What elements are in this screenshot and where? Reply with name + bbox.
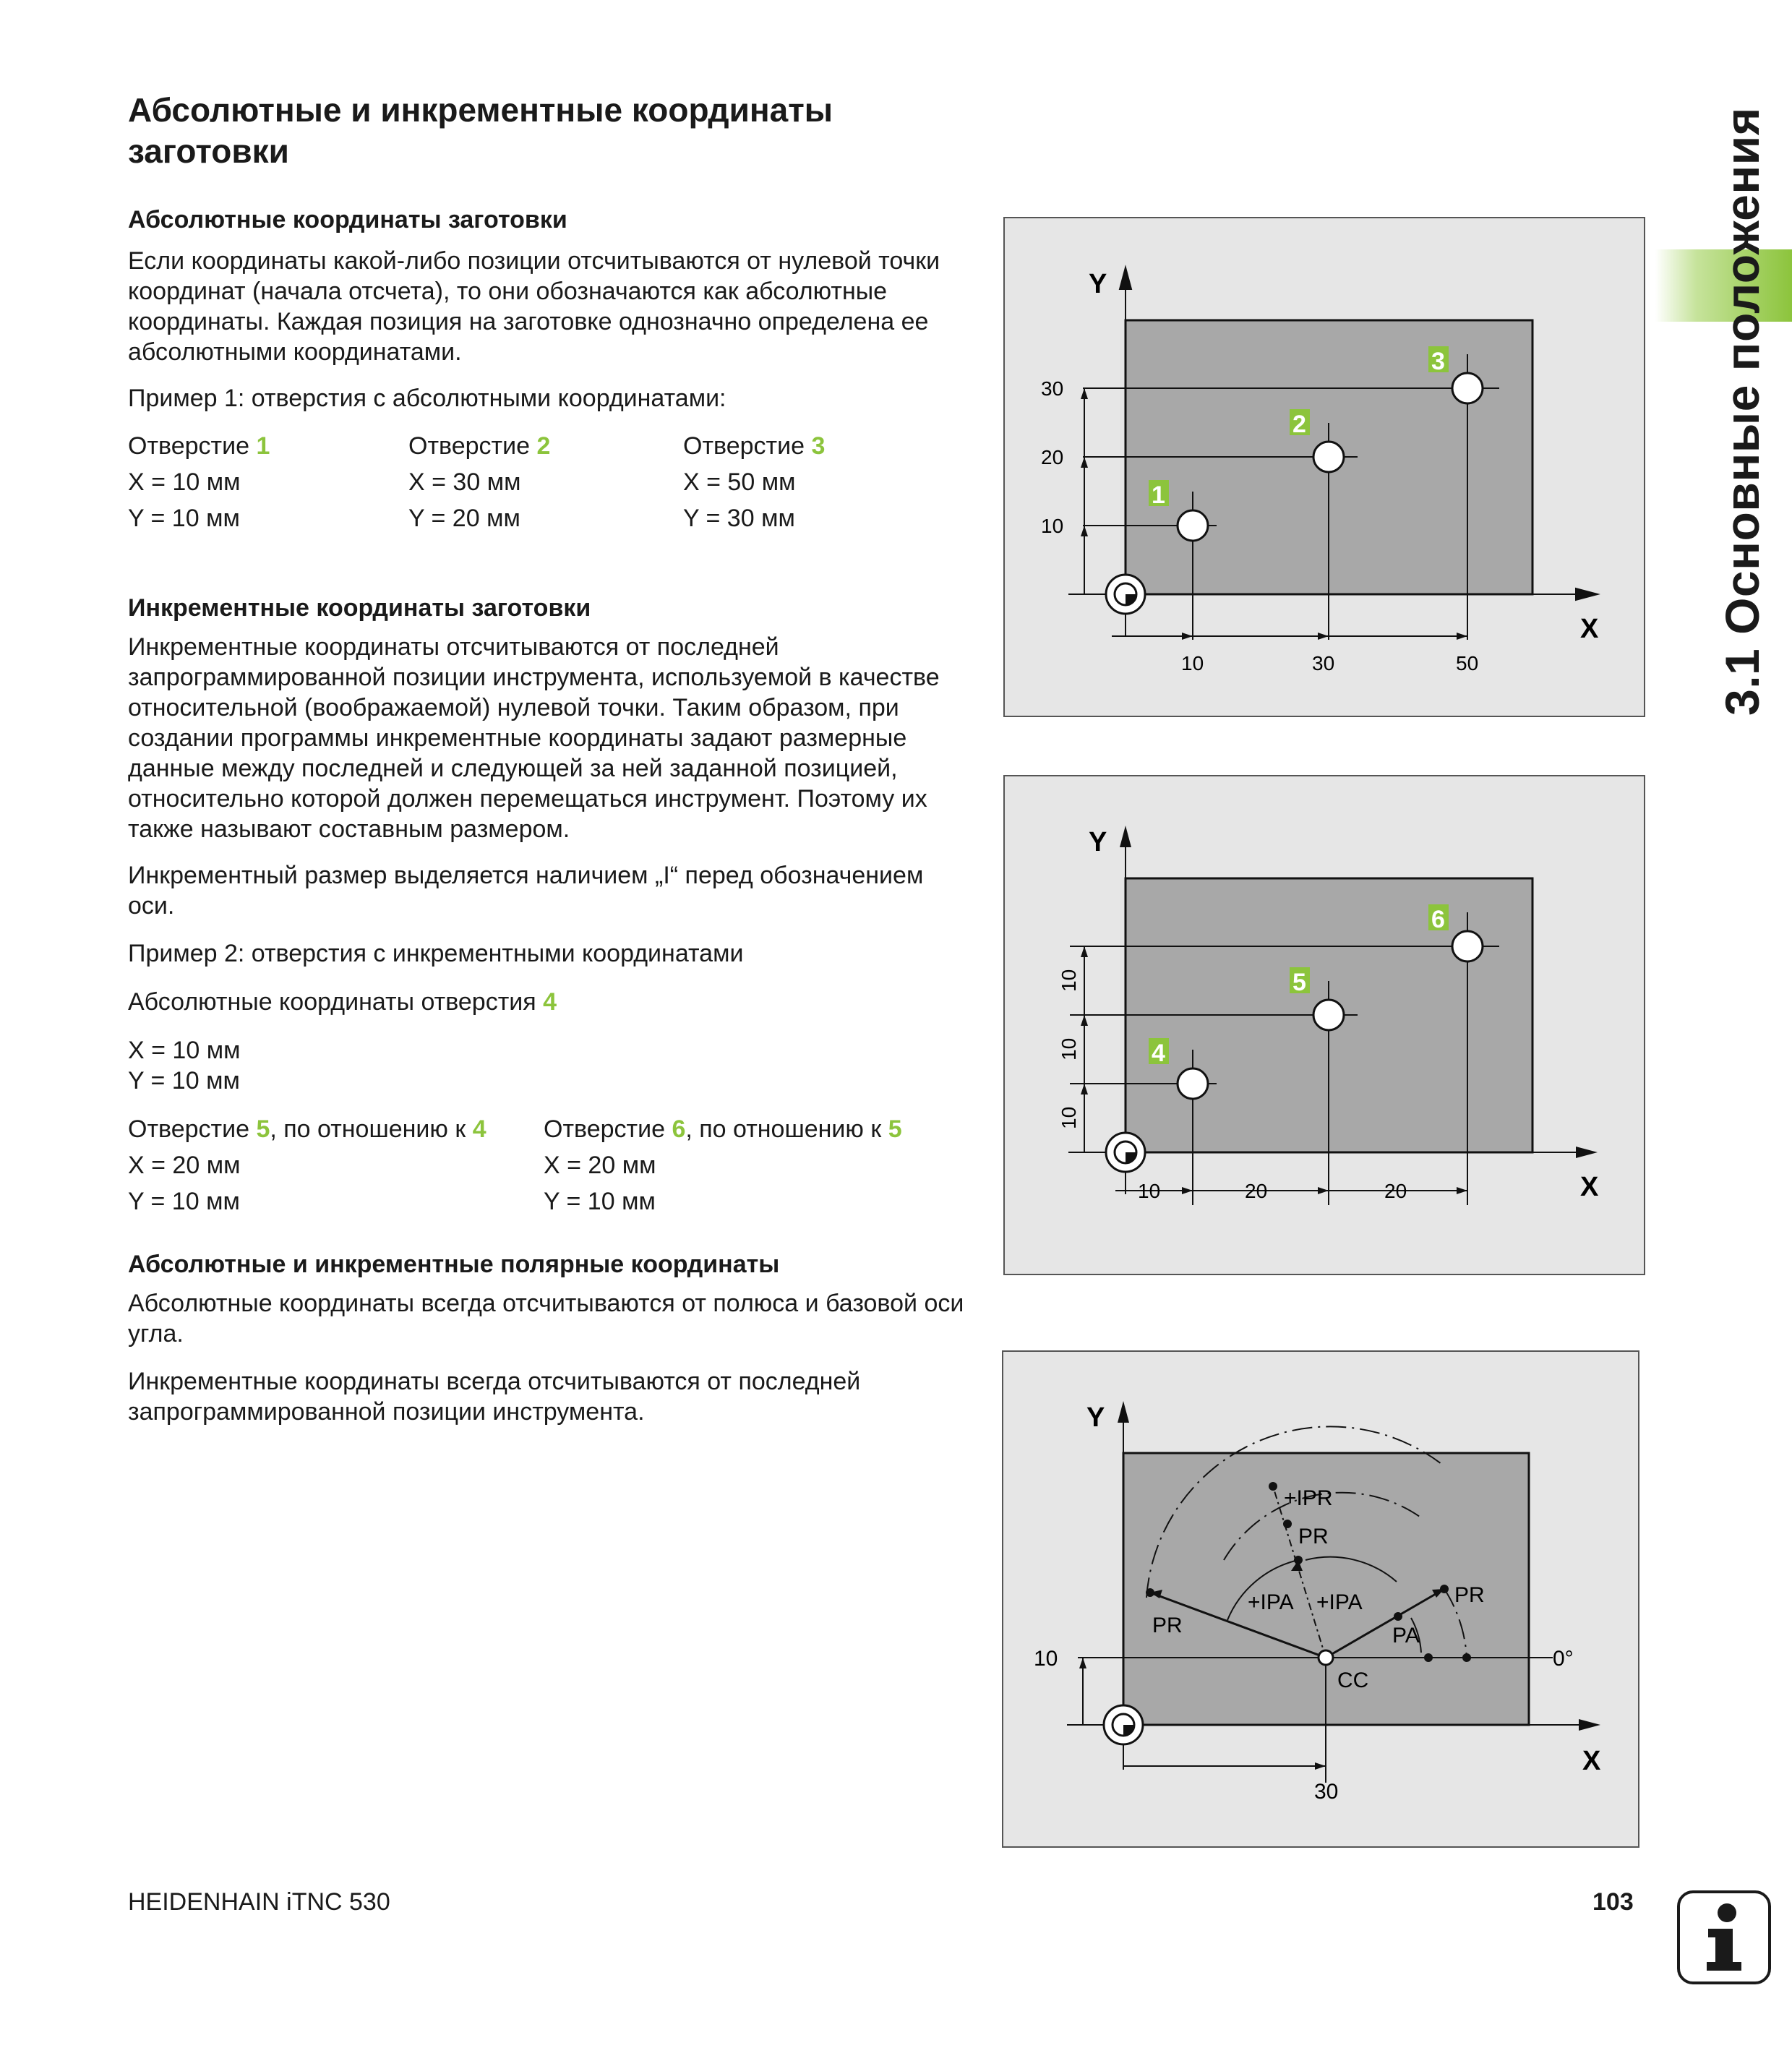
x-tick-50: 50 bbox=[1456, 652, 1479, 674]
hole-3 bbox=[1452, 373, 1483, 403]
hole-3-tag: 3 bbox=[1431, 348, 1445, 375]
pr-right-label: PR bbox=[1454, 1583, 1485, 1607]
figure-polar-coordinates bbox=[1002, 1350, 1639, 1848]
cc-label: CC bbox=[1337, 1668, 1369, 1692]
hole-4-y: Y = 10 мм bbox=[128, 1067, 240, 1094]
x-tick-30: 30 bbox=[1312, 652, 1335, 674]
hole-4-tag: 4 bbox=[1152, 1040, 1165, 1067]
hole-5-block bbox=[128, 1111, 486, 1220]
info-icon[interactable] bbox=[1677, 1890, 1771, 1984]
hole-1 bbox=[1178, 510, 1208, 541]
x-axis-label: X bbox=[1580, 1172, 1599, 1202]
hole-5 bbox=[1313, 1000, 1344, 1030]
section-heading-absolute: Абсолютные координаты заготовки bbox=[128, 206, 567, 233]
hole-2 bbox=[1313, 442, 1344, 472]
y-dim-top: 10 bbox=[1058, 969, 1080, 992]
hole-3-label: Отверстие 3 bbox=[683, 432, 826, 460]
hole-4-x: X = 10 мм bbox=[128, 1037, 241, 1064]
paragraph-polar-absolute: Абсолютные координаты всегда отсчитываются от полюса и базовой оси угла. bbox=[128, 1290, 964, 1348]
y-dim-bottom: 10 bbox=[1058, 1106, 1080, 1129]
x-tick-30: 30 bbox=[1314, 1780, 1339, 1804]
pr-top-label: PR bbox=[1298, 1525, 1329, 1548]
datum-symbol bbox=[1106, 575, 1145, 614]
hole-6-block bbox=[544, 1111, 902, 1220]
ipr-label: +IPR bbox=[1284, 1486, 1333, 1510]
paragraph-incremental-marker: Инкрементный размер выделяется наличием „I“ перед обозначением оси. bbox=[128, 862, 924, 920]
hole-1-label: Отверстие 1 bbox=[128, 432, 270, 460]
example-1-text: Пример 1: отверстия с абсолютными координатами: bbox=[128, 385, 726, 412]
datum-symbol bbox=[1104, 1705, 1143, 1744]
info-i-glyph bbox=[1695, 1901, 1753, 1974]
pr-left-label: PR bbox=[1152, 1614, 1183, 1637]
hole-5-y: Y = 10 мм bbox=[128, 1188, 240, 1215]
hole-5-x: X = 20 мм bbox=[128, 1152, 241, 1179]
abs-coords-hole-4: Абсолютные координаты отверстия 4 bbox=[128, 988, 557, 1016]
page-title: Абсолютные и инкрементные координаты заготовки bbox=[128, 91, 833, 170]
hole-1-block bbox=[128, 428, 270, 536]
ipa-left-label: +IPA bbox=[1248, 1590, 1294, 1614]
hole-1-tag: 1 bbox=[1152, 481, 1165, 509]
hole-3-x: X = 50 мм bbox=[683, 468, 796, 496]
angle-zero-label: 0° bbox=[1553, 1647, 1574, 1671]
paragraph-polar-incremental: Инкрементные координаты всегда отсчитываются от последней запрограммированной позиции инструмента. bbox=[128, 1368, 861, 1426]
section-heading-polar: Абсолютные и инкрементные полярные координаты bbox=[128, 1251, 780, 1278]
y-tick-20: 20 bbox=[1041, 446, 1064, 468]
hole-2-y: Y = 20 мм bbox=[408, 505, 520, 532]
chapter-title-vertical: 3.1 Основные положения bbox=[1715, 107, 1769, 716]
page-number: 103 bbox=[1592, 1888, 1634, 1916]
x-dim-first: 10 bbox=[1138, 1180, 1161, 1202]
x-axis-label: X bbox=[1582, 1746, 1601, 1776]
paragraph-absolute: Если координаты какой-либо позиции отсчитываются от нулевой точки координат (начала отсчета), то они обозначаются как абсолютные координаты. Каждая позиция на заготовке однозначно определена ее абсолютными координатами. bbox=[128, 247, 940, 366]
hole-6-tag: 6 bbox=[1431, 906, 1445, 933]
figure-incremental-coordinates bbox=[1003, 775, 1645, 1275]
hole-3-y: Y = 30 мм bbox=[683, 505, 795, 532]
y-axis-label: Y bbox=[1089, 269, 1107, 299]
y-tick-10: 10 bbox=[1034, 1647, 1058, 1671]
footer-product: HEIDENHAIN iTNC 530 bbox=[128, 1888, 390, 1916]
paragraph-incremental: Инкрементные координаты отсчитываются от последней запрограммированной позиции инструмента, используемой в качестве относительной (воображаемой) нулевой точки. Таким образом, при создании программы инкрементные координаты задают размерные данные между последней и следующей за ней заданной позицией, относительно которой должен перемещаться инструмент. Поэтому их также называют составным размером. bbox=[128, 633, 940, 843]
x-axis-label: X bbox=[1580, 614, 1599, 644]
hole-6-label: Отверстие 6, по отношению к 5 bbox=[544, 1115, 902, 1143]
hole-1-y: Y = 10 мм bbox=[128, 505, 240, 532]
figure-absolute-coordinates bbox=[1003, 217, 1645, 717]
datum-symbol bbox=[1106, 1133, 1145, 1172]
y-dim-middle: 10 bbox=[1058, 1037, 1080, 1061]
pole-cc bbox=[1319, 1650, 1333, 1665]
x-dim-second: 20 bbox=[1245, 1180, 1268, 1202]
x-tick-10: 10 bbox=[1181, 652, 1204, 674]
y-tick-10: 10 bbox=[1041, 515, 1064, 537]
pa-label: PA bbox=[1392, 1624, 1420, 1648]
hole-2-label: Отверстие 2 bbox=[408, 432, 551, 460]
y-tick-30: 30 bbox=[1041, 377, 1064, 400]
hole-4 bbox=[1178, 1068, 1208, 1099]
section-heading-incremental: Инкрементные координаты заготовки bbox=[128, 594, 591, 622]
hole-2-x: X = 30 мм bbox=[408, 468, 521, 496]
hole-6-x: X = 20 мм bbox=[544, 1152, 656, 1179]
hole-5-label: Отверстие 5, по отношению к 4 bbox=[128, 1115, 486, 1143]
hole-3-block bbox=[683, 428, 825, 536]
x-dim-third: 20 bbox=[1384, 1180, 1407, 1202]
hole-6-y: Y = 10 мм bbox=[544, 1188, 656, 1215]
hole-6 bbox=[1452, 931, 1483, 961]
hole-5-tag: 5 bbox=[1292, 969, 1306, 996]
example-2-text: Пример 2: отверстия с инкрементными координатами bbox=[128, 940, 744, 967]
y-axis-label: Y bbox=[1086, 1402, 1105, 1433]
hole-2-block bbox=[408, 428, 550, 536]
hole-2-tag: 2 bbox=[1292, 411, 1306, 438]
ipa-right-label: +IPA bbox=[1316, 1590, 1363, 1614]
hole-1-x: X = 10 мм bbox=[128, 468, 241, 496]
y-axis-label: Y bbox=[1089, 827, 1107, 857]
